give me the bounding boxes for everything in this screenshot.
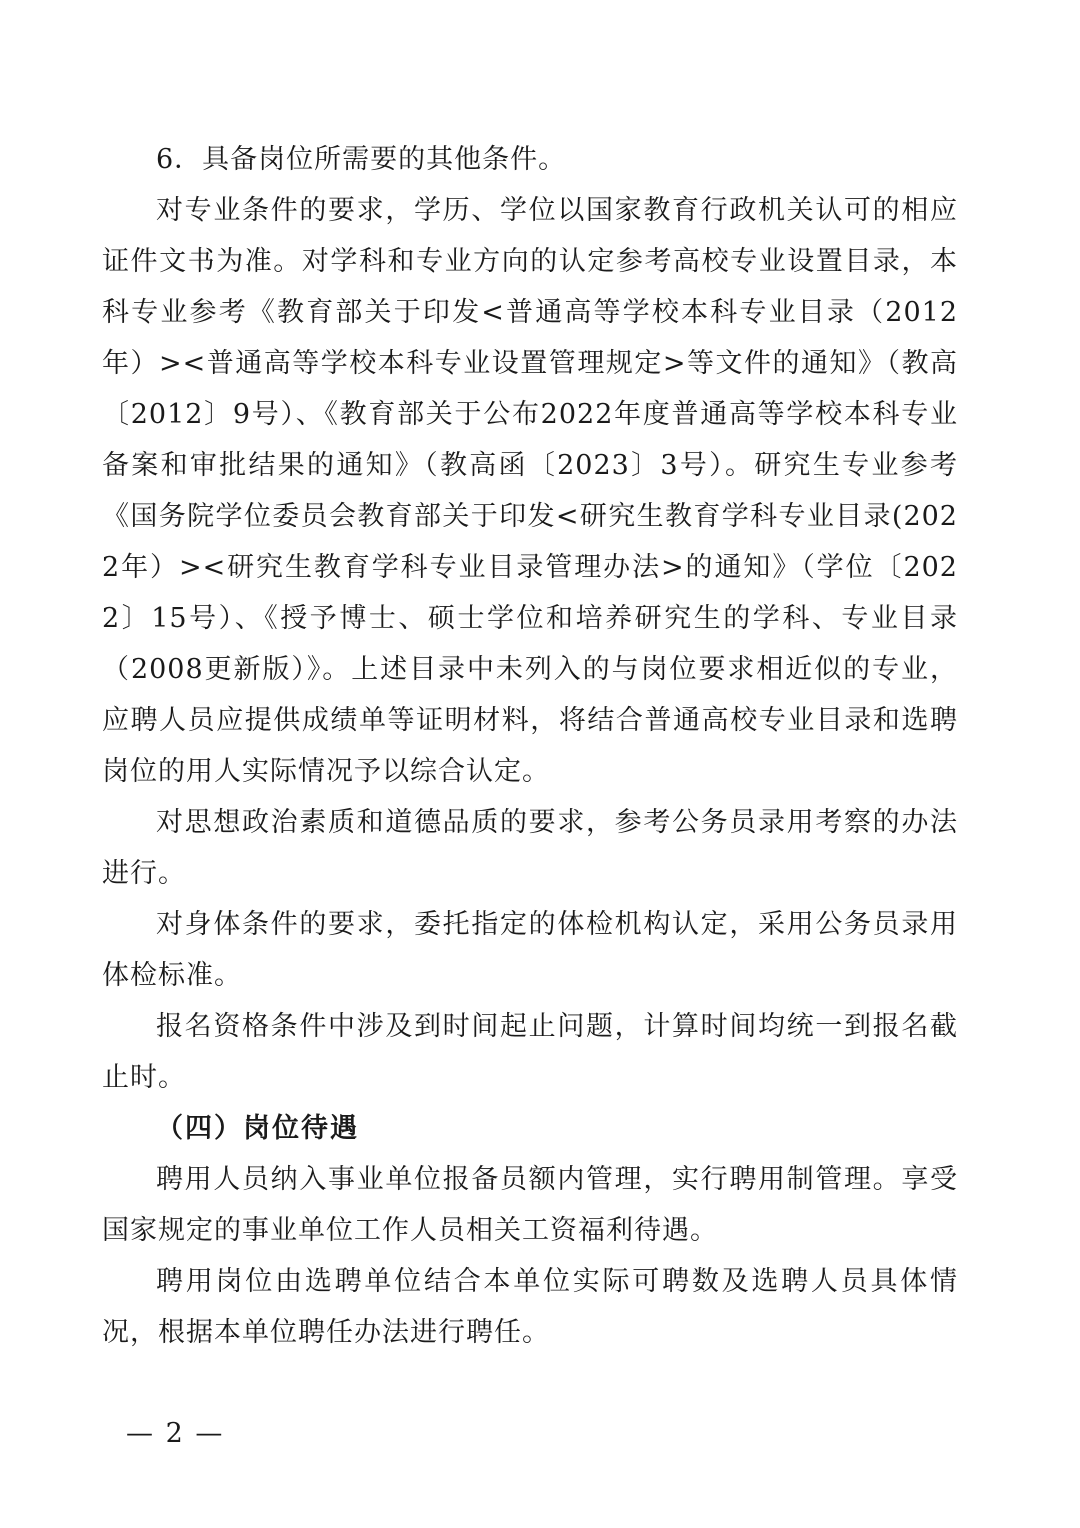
section-heading-benefits: （四）岗位待遇 — [156, 1113, 359, 1144]
paragraph-professional-requirements: 对专业条件的要求，学历、学位以国家教育行政机关认可的相应证件文书为准。对学科和专业方向的认定参考高校专业设置目录，本科专业参考《教育部关于印发<普通高等学校本科专业目录（2012年）><普通高等学校本科专业设置管理规定>等文件的通知》（教高〔2012〕9号）、《教育部关于公布2022年度普通高等学校本科专业备案和审批结果的通知》（教高函〔2023〕3号）。研究生专业参考《国务院学位委员会教育部关于印发<研究生教育学科专业目录(2022年）><研究生教育学科专业目录管理办法>的通知》（学位〔2022〕15号）、《授予博士、硕士学位和培养研究生的学科、专业目录（2008更新版）》。上述目录中未列入的与岗位要求相近似的专业，应聘人员应提供成绩单等证明材料，将结合普通高校专业目录和选聘岗位的用人实际情况予以综合认定。 — [102, 195, 958, 787]
paragraph-time-calculation: 报名资格条件中涉及到时间起止问题，计算时间均统一到报名截止时。 — [102, 1011, 958, 1093]
paragraph-physical-requirements: 对身体条件的要求，委托指定的体检机构认定，采用公务员录用体检标准。 — [102, 909, 958, 991]
paragraph-other-conditions: 6．具备岗位所需要的其他条件。 — [156, 144, 567, 175]
document-body — [102, 134, 958, 1358]
paragraph-staffing-management: 聘用人员纳入事业单位报备员额内管理，实行聘用制管理。享受国家规定的事业单位工作人员相关工资福利待遇。 — [102, 1164, 958, 1246]
page-number: — 2 — — [126, 1418, 225, 1449]
paragraph-political-requirements: 对思想政治素质和道德品质的要求，参考公务员录用考察的办法进行。 — [102, 807, 958, 889]
paragraph-appointment: 聘用岗位由选聘单位结合本单位实际可聘数及选聘人员具体情况，根据本单位聘任办法进行聘任。 — [102, 1266, 958, 1348]
